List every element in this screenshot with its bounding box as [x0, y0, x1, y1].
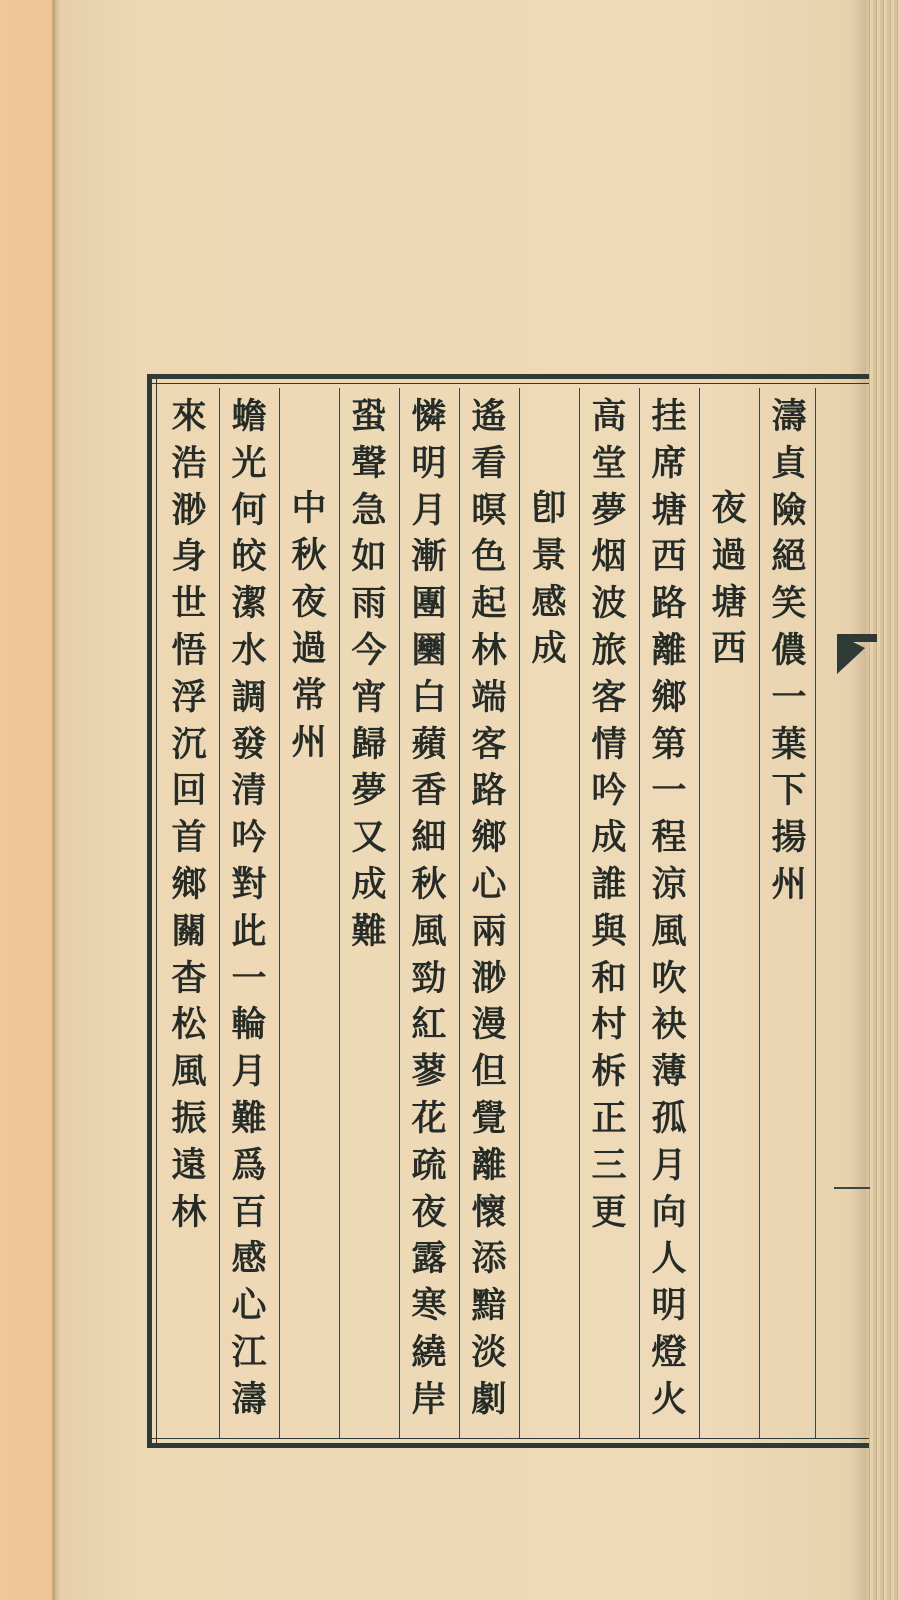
- glyph: 風: [171, 1051, 207, 1093]
- column-rule: [759, 388, 760, 1438]
- glyph: 和: [591, 957, 627, 999]
- glyph: 世: [171, 583, 207, 625]
- glyph: 揚: [771, 817, 807, 859]
- glyph: 歸: [351, 723, 387, 765]
- glyph: 濤: [771, 396, 807, 437]
- glyph: 西: [651, 536, 687, 578]
- glyph: 情: [591, 723, 627, 765]
- glyph: 州: [771, 863, 807, 905]
- glyph: 夢: [351, 770, 387, 812]
- center-fold-mark: [834, 1187, 870, 1189]
- glyph: 黯: [471, 1285, 507, 1327]
- glyph: 涼: [651, 863, 687, 905]
- glyph: 此: [231, 910, 267, 952]
- glyph: 對: [231, 863, 267, 905]
- glyph: 成: [531, 628, 567, 670]
- glyph: 悟: [171, 629, 207, 671]
- glyph: 鄉: [651, 676, 687, 718]
- glyph: 吹: [651, 957, 687, 999]
- frame-top-border: [147, 374, 869, 379]
- glyph: 一: [771, 676, 807, 718]
- glyph: 感: [231, 1238, 267, 1280]
- glyph: 今: [351, 629, 387, 671]
- glyph: 起: [471, 583, 507, 625]
- glyph: 挂: [651, 396, 687, 437]
- glyph: 薄: [651, 1051, 687, 1093]
- glyph: 夢: [591, 489, 627, 531]
- glyph: 客: [591, 676, 627, 718]
- glyph: 明: [651, 1285, 687, 1327]
- glyph: 西: [711, 628, 747, 670]
- glyph: 端: [471, 676, 507, 718]
- glyph: 如: [351, 536, 387, 578]
- glyph: 兩: [471, 910, 507, 952]
- glyph: 險: [771, 489, 807, 531]
- glyph: 爲: [231, 1144, 267, 1186]
- verse-column: [461, 394, 517, 1424]
- glyph: 柝: [591, 1051, 627, 1093]
- glyph: 蛩: [351, 396, 387, 437]
- glyph: 淡: [471, 1331, 507, 1373]
- glyph: 客: [471, 723, 507, 765]
- glyph: 發: [231, 723, 267, 765]
- verse-column: [161, 394, 217, 1236]
- poem-title-column: [701, 486, 757, 673]
- glyph: 添: [471, 1238, 507, 1280]
- glyph: 但: [471, 1051, 507, 1093]
- glyph: 月: [651, 1144, 687, 1186]
- glyph: 袂: [651, 1004, 687, 1046]
- frame-top-inner-border: [147, 383, 869, 384]
- frame-left-inner-border: [156, 374, 157, 1448]
- glyph: 勁: [411, 957, 447, 999]
- glyph: 白: [411, 676, 447, 718]
- glyph: 鄉: [171, 863, 207, 905]
- glyph: 貞: [771, 442, 807, 484]
- verse-column: [221, 394, 277, 1424]
- glyph: 關: [171, 910, 207, 952]
- glyph: 誰: [591, 863, 627, 905]
- column-rule: [399, 388, 400, 1438]
- glyph: 繞: [411, 1331, 447, 1373]
- glyph: 聲: [351, 442, 387, 484]
- poem-title-column: [521, 486, 577, 673]
- glyph: 葉: [771, 723, 807, 765]
- glyph: 覺: [471, 1097, 507, 1139]
- glyph: 憐: [411, 396, 447, 437]
- frame-bottom-inner-border: [147, 1438, 869, 1439]
- glyph: 塘: [711, 581, 747, 623]
- glyph: 林: [471, 629, 507, 671]
- glyph: 輪: [231, 1004, 267, 1046]
- glyph: 中: [291, 488, 327, 529]
- glyph: 成: [591, 817, 627, 859]
- verse-column: [401, 394, 457, 1424]
- frame-left-border: [147, 374, 152, 1448]
- glyph: 濤: [231, 1378, 267, 1420]
- glyph: 成: [351, 863, 387, 905]
- glyph: 夜: [291, 581, 327, 623]
- glyph: 夜: [411, 1191, 447, 1233]
- page-edge-stack: [866, 0, 900, 1600]
- verse-column: [581, 394, 637, 1236]
- glyph: 明: [411, 442, 447, 484]
- glyph: 席: [651, 442, 687, 484]
- glyph: 夜: [711, 488, 747, 529]
- glyph: 皎: [231, 536, 267, 578]
- glyph: 蘋: [411, 723, 447, 765]
- glyph: 卽: [531, 488, 567, 529]
- glyph: 回: [171, 770, 207, 812]
- glyph: 秋: [291, 534, 327, 576]
- glyph: 三: [591, 1144, 627, 1186]
- glyph: 過: [711, 534, 747, 576]
- glyph: 程: [651, 817, 687, 859]
- glyph: 旅: [591, 629, 627, 671]
- glyph: 團: [411, 583, 447, 625]
- glyph: 過: [291, 628, 327, 670]
- column-rule: [279, 388, 280, 1438]
- glyph: 水: [231, 629, 267, 671]
- column-rule: [519, 388, 520, 1438]
- glyph: 儂: [771, 629, 807, 671]
- glyph: 塘: [651, 489, 687, 531]
- glyph: 月: [411, 489, 447, 531]
- glyph: 月: [231, 1051, 267, 1093]
- glyph: 鄉: [471, 817, 507, 859]
- glyph: 振: [171, 1097, 207, 1139]
- column-rule: [639, 388, 640, 1438]
- glyph: 蓼: [411, 1051, 447, 1093]
- glyph: 路: [471, 770, 507, 812]
- glyph: 潔: [231, 583, 267, 625]
- verse-column: [341, 394, 397, 956]
- glyph: 心: [471, 863, 507, 905]
- glyph: 人: [651, 1238, 687, 1280]
- glyph: 心: [231, 1285, 267, 1327]
- glyph: 寒: [411, 1285, 447, 1327]
- glyph: 浮: [171, 676, 207, 718]
- glyph: 露: [411, 1238, 447, 1280]
- glyph: 光: [231, 442, 267, 484]
- glyph: 波: [591, 583, 627, 625]
- glyph: 正: [591, 1097, 627, 1139]
- column-rule: [699, 388, 700, 1438]
- poem-title-column: [281, 486, 337, 767]
- binding-gutter: [52, 0, 55, 1600]
- printed-frame: [147, 374, 869, 1448]
- glyph: 離: [471, 1144, 507, 1186]
- fish-tail-mark: [837, 634, 865, 674]
- glyph: 紅: [411, 1004, 447, 1046]
- glyph: 高: [591, 396, 627, 437]
- glyph: 身: [171, 536, 207, 578]
- glyph: 風: [651, 910, 687, 952]
- glyph: 與: [591, 910, 627, 952]
- glyph: 更: [591, 1191, 627, 1233]
- glyph: 看: [471, 442, 507, 484]
- glyph: 又: [351, 817, 387, 859]
- glyph: 渺: [471, 957, 507, 999]
- glyph: 何: [231, 489, 267, 531]
- glyph: 景: [531, 534, 567, 576]
- glyph: 岸: [411, 1378, 447, 1420]
- glyph: 難: [351, 910, 387, 952]
- glyph: 漫: [471, 1004, 507, 1046]
- glyph: 雨: [351, 583, 387, 625]
- glyph: 首: [171, 817, 207, 859]
- glyph: 路: [651, 583, 687, 625]
- glyph: 細: [411, 817, 447, 859]
- glyph: 香: [411, 770, 447, 812]
- glyph: 松: [171, 1004, 207, 1046]
- verse-column: [761, 394, 817, 909]
- glyph: 笑: [771, 583, 807, 625]
- glyph: 秋: [411, 863, 447, 905]
- glyph: 孤: [651, 1097, 687, 1139]
- glyph: 浩: [171, 442, 207, 484]
- glyph: 調: [231, 676, 267, 718]
- glyph: 感: [531, 581, 567, 623]
- glyph: 林: [171, 1191, 207, 1233]
- glyph: 暝: [471, 489, 507, 531]
- glyph: 火: [651, 1378, 687, 1420]
- glyph: 來: [171, 396, 207, 437]
- glyph: 向: [651, 1191, 687, 1233]
- glyph: 吟: [231, 817, 267, 859]
- glyph: 清: [231, 770, 267, 812]
- glyph: 遙: [471, 396, 507, 437]
- glyph: 懷: [471, 1191, 507, 1233]
- glyph: 遠: [171, 1144, 207, 1186]
- glyph: 急: [351, 489, 387, 531]
- glyph: 離: [651, 629, 687, 671]
- glyph: 色: [471, 536, 507, 578]
- glyph: 漸: [411, 536, 447, 578]
- glyph: 江: [231, 1331, 267, 1373]
- column-rule: [339, 388, 340, 1438]
- glyph: 難: [231, 1097, 267, 1139]
- glyph: 州: [291, 721, 327, 763]
- glyph: 杳: [171, 957, 207, 999]
- glyph: 花: [411, 1097, 447, 1139]
- glyph: 沉: [171, 723, 207, 765]
- glyph: 百: [231, 1191, 267, 1233]
- glyph: 絕: [771, 536, 807, 578]
- glyph: 渺: [171, 489, 207, 531]
- frame-bottom-border: [147, 1443, 869, 1448]
- glyph: 一: [231, 957, 267, 999]
- verse-column: [641, 394, 697, 1424]
- glyph: 疏: [411, 1144, 447, 1186]
- glyph: 圞: [411, 629, 447, 671]
- glyph: 蟾: [231, 396, 267, 437]
- glyph: 宵: [351, 676, 387, 718]
- glyph: 村: [591, 1004, 627, 1046]
- glyph: 吟: [591, 770, 627, 812]
- glyph: 一: [651, 770, 687, 812]
- column-rule: [459, 388, 460, 1438]
- glyph: 燈: [651, 1331, 687, 1373]
- glyph: 烟: [591, 536, 627, 578]
- column-rule: [219, 388, 220, 1438]
- glyph: 下: [771, 770, 807, 812]
- glyph: 風: [411, 910, 447, 952]
- glyph: 第: [651, 723, 687, 765]
- glyph: 劇: [471, 1378, 507, 1420]
- column-rule: [579, 388, 580, 1438]
- glyph: 堂: [591, 442, 627, 484]
- glyph: 常: [291, 675, 327, 717]
